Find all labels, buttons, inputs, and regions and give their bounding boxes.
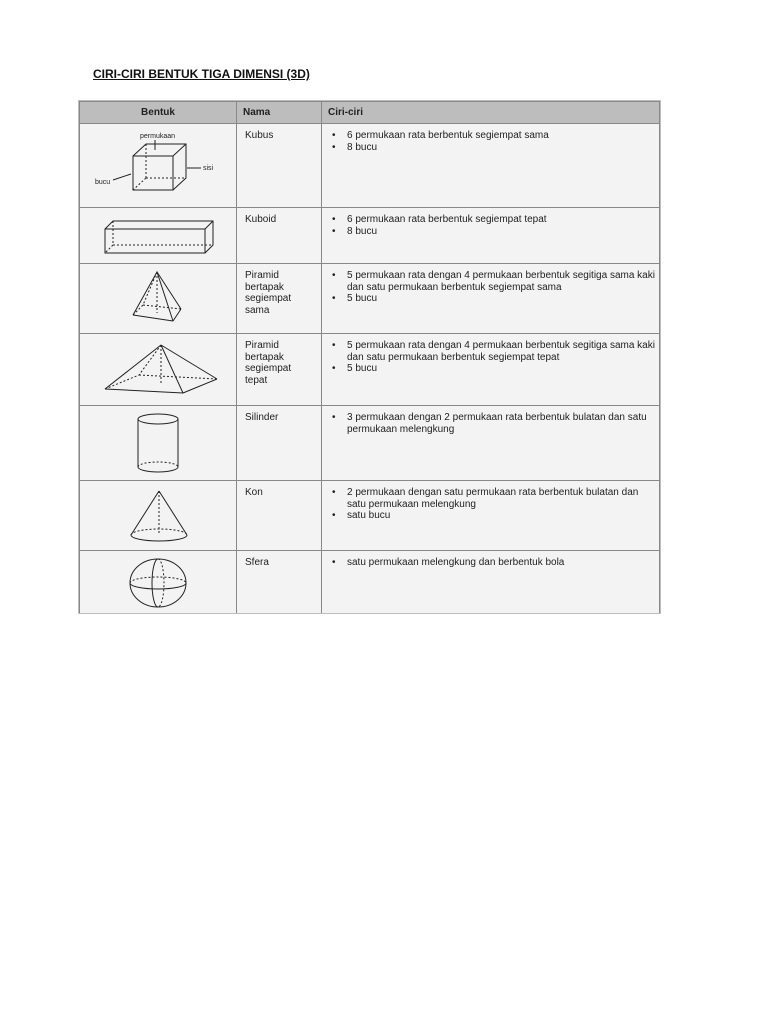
table-row [80, 208, 660, 264]
features-cell [322, 551, 660, 615]
label-bucu: bucu [95, 178, 111, 186]
feature-item: • 5 permukaan rata dengan 4 permukaan berbentuk segitiga sama kaki dan satu permukaan berbentuk segiempat tepat [330, 340, 655, 363]
label-sisi: sisi [203, 164, 214, 172]
name-cell [237, 208, 322, 264]
table-row [80, 481, 660, 551]
shape-name: Piramid bertapak segiempat tepat [245, 340, 292, 386]
cone-icon [83, 485, 233, 547]
column-header-nama: Nama [237, 102, 322, 124]
name-cell [237, 124, 322, 208]
table-row [80, 124, 660, 208]
table-row [80, 551, 660, 615]
name-cell [237, 264, 322, 334]
shapes-table [79, 101, 660, 614]
features-cell [322, 406, 660, 481]
feature-item: • 5 bucu [330, 293, 655, 305]
shape-cell [80, 124, 237, 208]
shape-name: Sfera [245, 557, 269, 568]
shape-name: Piramid bertapak segiempat sama [245, 270, 292, 316]
table-row [80, 406, 660, 481]
column-header-ciri-ciri: Ciri-ciri [322, 102, 660, 124]
page-heading: CIRI-CIRI BENTUK TIGA DIMENSI (3D) [93, 67, 310, 81]
shape-cell [80, 481, 237, 551]
name-cell [237, 406, 322, 481]
label-permukaan: permukaan [140, 132, 176, 140]
feature-item: • 6 permukaan rata berbentuk segiempat sama [330, 130, 655, 142]
name-cell [237, 481, 322, 551]
cuboid-icon [83, 211, 233, 261]
cube-icon [83, 128, 233, 204]
shape-cell [80, 406, 237, 481]
shape-name: Kubus [245, 130, 274, 141]
column-header-bentuk: Bentuk [80, 102, 237, 124]
feature-item: • 8 bucu [330, 142, 655, 154]
name-cell [237, 334, 322, 406]
features-cell [322, 208, 660, 264]
shape-cell [80, 551, 237, 615]
cylinder-icon [83, 409, 233, 477]
table-row [80, 264, 660, 334]
shape-name: Kuboid [245, 214, 277, 225]
shape-cell [80, 264, 237, 334]
shape-name: Kon [245, 487, 263, 498]
shape-name: Silinder [245, 412, 279, 423]
name-cell [237, 551, 322, 615]
rectangular-pyramid-icon [83, 339, 233, 401]
table-header-row [80, 102, 660, 124]
features-cell [322, 334, 660, 406]
scanned-table-image [78, 100, 661, 614]
feature-item: • 6 permukaan rata berbentuk segiempat tepat [330, 214, 655, 226]
feature-item: • satu bucu [330, 510, 655, 522]
feature-item: • 5 bucu [330, 363, 655, 375]
features-cell [322, 124, 660, 208]
feature-item: • 8 bucu [330, 226, 655, 238]
table-row [80, 334, 660, 406]
features-cell [322, 264, 660, 334]
square-pyramid-icon [83, 267, 233, 331]
shape-cell [80, 208, 237, 264]
shape-cell [80, 334, 237, 406]
features-cell [322, 481, 660, 551]
feature-item: • satu permukaan melengkung dan berbentuk bola [330, 557, 655, 569]
feature-item: • 2 permukaan dengan satu permukaan rata berbentuk bulatan dan satu permukaan melengkung [330, 487, 655, 510]
feature-item: • 5 permukaan rata dengan 4 permukaan berbentuk segitiga sama kaki dan satu permukaan berbentuk segiempat sama [330, 270, 655, 293]
feature-item: • 3 permukaan dengan 2 permukaan rata berbentuk bulatan dan satu permukaan melengkung [330, 412, 655, 435]
sphere-icon [83, 553, 233, 615]
